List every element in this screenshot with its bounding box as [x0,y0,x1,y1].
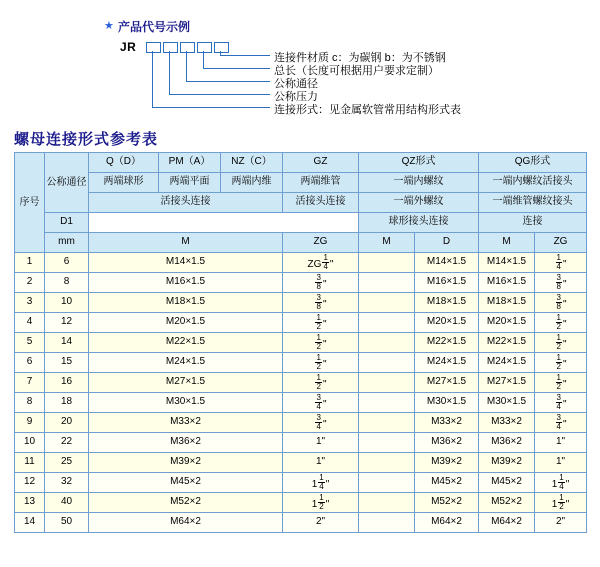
header-blank [89,213,359,233]
table-row [15,253,587,273]
cell-seq: 14 [15,513,45,533]
cell-qg-zg: $\frac{3}{4}$ " [535,413,587,433]
table-row [15,413,587,433]
header-unit-mm: mm [45,233,89,253]
cell-qg-m: M27×1.5 [479,373,535,393]
cell-qz-d: M27×1.5 [415,373,479,393]
code-box-4 [197,42,212,53]
cell-seq: 10 [15,433,45,453]
cell-dn: 32 [45,473,89,493]
cell-dn: 20 [45,413,89,433]
cell-qz-m [359,513,415,533]
header-group-qg: QG形式 [479,153,587,173]
header-group-nz: NZ（C） [221,153,283,173]
cell-gz: 1" [283,433,359,453]
header-unit-zg: ZG [283,233,359,253]
cell-gz: 1 $\frac{1}{2}$ " [283,493,359,513]
legend-label-material: 连接件材质 c：为碳钢 b：为不锈钢 [274,52,446,64]
cell-gz: $\frac{1}{2}$ " [283,333,359,353]
cell-union-thread: M20×1.5 [89,313,283,333]
cell-union-thread: M30×1.5 [89,393,283,413]
header-nz-desc: 两端内维 [221,173,283,193]
cell-qz-m [359,313,415,333]
header-union-connection: 活接头连接 [89,193,283,213]
header-qg-desc: 一端内螺纹活接头 [479,173,587,193]
cell-qz-m [359,433,415,453]
legend-title: 产品代号示例 [118,20,191,34]
table-header-row-4 [15,213,587,233]
legend-label-pressure: 公称压力 [274,91,318,103]
header-group-qz: QZ形式 [359,153,479,173]
table-row [15,353,587,373]
cell-qg-m: M20×1.5 [479,313,535,333]
header-unit-qg-zg: ZG [535,233,587,253]
cell-qz-d: M39×2 [415,453,479,473]
leader-line [186,51,187,81]
cell-union-thread: M14×1.5 [89,253,283,273]
cell-qg-zg: 2" [535,513,587,533]
header-group-q: Q（D） [89,153,159,173]
cell-qz-m [359,413,415,433]
cell-seq: 8 [15,393,45,413]
nut-connection-table [14,152,587,533]
cell-qz-d: M52×2 [415,493,479,513]
cell-dn: 16 [45,373,89,393]
product-code-legend [0,0,600,118]
cell-qz-d: M64×2 [415,513,479,533]
cell-gz: $\frac{1}{2}$ " [283,373,359,393]
table-row [15,333,587,353]
cell-seq: 3 [15,293,45,313]
cell-qg-zg: $\frac{1}{2}$ " [535,373,587,393]
cell-qz-m [359,493,415,513]
leader-line [186,81,270,82]
cell-qz-d: M30×1.5 [415,393,479,413]
header-qz-desc: 一端内螺纹 [359,173,479,193]
cell-seq: 11 [15,453,45,473]
cell-qg-zg: $\frac{1}{2}$ " [535,313,587,333]
cell-gz: $\frac{3}{4}$ " [283,413,359,433]
cell-qz-m [359,333,415,353]
cell-qg-m: M18×1.5 [479,293,535,313]
cell-gz: 1 $\frac{1}{4}$ " [283,473,359,493]
header-group-gz: GZ [283,153,359,173]
cell-union-thread: M27×1.5 [89,373,283,393]
cell-dn: 10 [45,293,89,313]
cell-qg-zg: 1" [535,433,587,453]
cell-gz: 2" [283,513,359,533]
cell-union-thread: M18×1.5 [89,293,283,313]
table-row [15,513,587,533]
leader-line [203,51,204,68]
cell-qz-m [359,373,415,393]
legend-label-length: 总长（长度可根据用户要求定制） [274,65,439,77]
cell-dn: 50 [45,513,89,533]
leader-line [169,51,170,94]
cell-dn: 18 [45,393,89,413]
cell-qz-m [359,473,415,493]
header-qg-thread: 一端维管螺纹接头 [479,193,587,213]
cell-qg-m: M24×1.5 [479,353,535,373]
cell-qg-zg: $\frac{1}{2}$ " [535,353,587,373]
code-box-3 [180,42,195,53]
cell-qz-d: M24×1.5 [415,353,479,373]
cell-qg-m: M45×2 [479,473,535,493]
cell-qg-zg: $\frac{3}{8}$ " [535,293,587,313]
code-box-2 [163,42,178,53]
cell-dn: 22 [45,433,89,453]
cell-qz-d: M33×2 [415,413,479,433]
header-unit-m: M [89,233,283,253]
cell-qz-d: M36×2 [415,433,479,453]
cell-seq: 12 [15,473,45,493]
cell-dn: 12 [45,313,89,333]
table-row [15,473,587,493]
legend-label-bore: 公称通径 [274,78,318,90]
cell-dn: 25 [45,453,89,473]
cell-qg-m: M36×2 [479,433,535,453]
leader-line [220,55,270,56]
cell-seq: 7 [15,373,45,393]
header-gz-desc: 两端维管 [283,173,359,193]
cell-union-thread: M22×1.5 [89,333,283,353]
header-pm-desc: 两端平面 [159,173,221,193]
cell-union-thread: M64×2 [89,513,283,533]
code-box-5 [214,42,229,53]
leader-line [152,51,153,107]
cell-union-thread: M24×1.5 [89,353,283,373]
table-row [15,393,587,413]
table-row [15,273,587,293]
cell-qz-d: M20×1.5 [415,313,479,333]
cell-qg-m: M22×1.5 [479,333,535,353]
cell-union-thread: M36×2 [89,433,283,453]
cell-qg-zg: $\frac{3}{4}$ " [535,393,587,413]
cell-qg-zg: $\frac{1}{4}$ " [535,253,587,273]
table-row [15,313,587,333]
cell-seq: 2 [15,273,45,293]
cell-qg-zg: 1 $\frac{1}{2}$ " [535,493,587,513]
table-header-row-1 [15,153,587,173]
leader-line [152,107,270,108]
header-gz-union: 活接头连接 [283,193,359,213]
cell-qz-d: M18×1.5 [415,293,479,313]
cell-seq: 6 [15,353,45,373]
cell-qg-m: M16×1.5 [479,273,535,293]
leader-line [169,94,270,95]
cell-dn: 15 [45,353,89,373]
cell-qz-m [359,353,415,373]
cell-dn: 8 [45,273,89,293]
cell-seq: 9 [15,413,45,433]
cell-qg-zg: $\frac{3}{8}$ " [535,273,587,293]
cell-gz: $\frac{3}{4}$ " [283,393,359,413]
cell-gz: $\frac{3}{8}$ " [283,293,359,313]
cell-qg-m: M52×2 [479,493,535,513]
table-row [15,453,587,473]
table-row [15,493,587,513]
cell-qz-m [359,273,415,293]
cell-qz-d: M22×1.5 [415,333,479,353]
cell-union-thread: M33×2 [89,413,283,433]
cell-qz-m [359,253,415,273]
cell-seq: 5 [15,333,45,353]
cell-qg-m: M64×2 [479,513,535,533]
cell-gz: $\frac{3}{8}$ " [283,273,359,293]
cell-qg-m: M30×1.5 [479,393,535,413]
cell-dn: 6 [45,253,89,273]
cell-qg-m: M14×1.5 [479,253,535,273]
table-row [15,373,587,393]
table-title: 螺母连接形式参考表 [14,131,159,148]
cell-qz-d: M45×2 [415,473,479,493]
cell-gz: 1" [283,453,359,473]
leader-line [203,68,270,69]
cell-seq: 4 [15,313,45,333]
header-unit-qz-d: D [415,233,479,253]
cell-qg-m: M33×2 [479,413,535,433]
table-header-row-5 [15,233,587,253]
table-header-row-3 [15,193,587,213]
cell-union-thread: M39×2 [89,453,283,473]
cell-gz: $\frac{1}{2}$ " [283,353,359,373]
header-group-pm: PM（A） [159,153,221,173]
cell-qg-m: M39×2 [479,453,535,473]
product-code-prefix: JR [120,40,137,54]
header-seq: 序号 [15,153,45,253]
table-row [15,293,587,313]
header-d1: D1 [45,213,89,233]
cell-dn: 40 [45,493,89,513]
header-q-desc: 两端球形 [89,173,159,193]
header-qz-thread: 一端外螺纹 [359,193,479,213]
cell-seq: 1 [15,253,45,273]
cell-qg-zg: $\frac{1}{2}$ " [535,333,587,353]
cell-seq: 13 [15,493,45,513]
header-dn: 公称通径 [45,153,89,213]
cell-qz-m [359,453,415,473]
header-unit-qz-m: M [359,233,415,253]
header-qz-ball: 球形接头连接 [359,213,479,233]
table-header-row-2 [15,173,587,193]
cell-qz-d: M14×1.5 [415,253,479,273]
cell-union-thread: M16×1.5 [89,273,283,293]
cell-dn: 14 [45,333,89,353]
cell-gz: $\frac{1}{2}$ " [283,313,359,333]
cell-union-thread: M45×2 [89,473,283,493]
table-row [15,433,587,453]
header-unit-qg-m: M [479,233,535,253]
cell-union-thread: M52×2 [89,493,283,513]
code-box-1 [146,42,161,53]
header-qg-conn: 连接 [479,213,587,233]
cell-qz-d: M16×1.5 [415,273,479,293]
cell-qz-m [359,293,415,313]
cell-qg-zg: 1" [535,453,587,473]
legend-label-connection: 连接形式：见金属软管常用结构形式表 [274,104,461,116]
star-icon: ★ [104,20,114,32]
cell-qz-m [359,393,415,413]
cell-gz: ZG $\frac{1}{4}$ " [283,253,359,273]
cell-qg-zg: 1 $\frac{1}{4}$ " [535,473,587,493]
table-body [15,253,587,533]
